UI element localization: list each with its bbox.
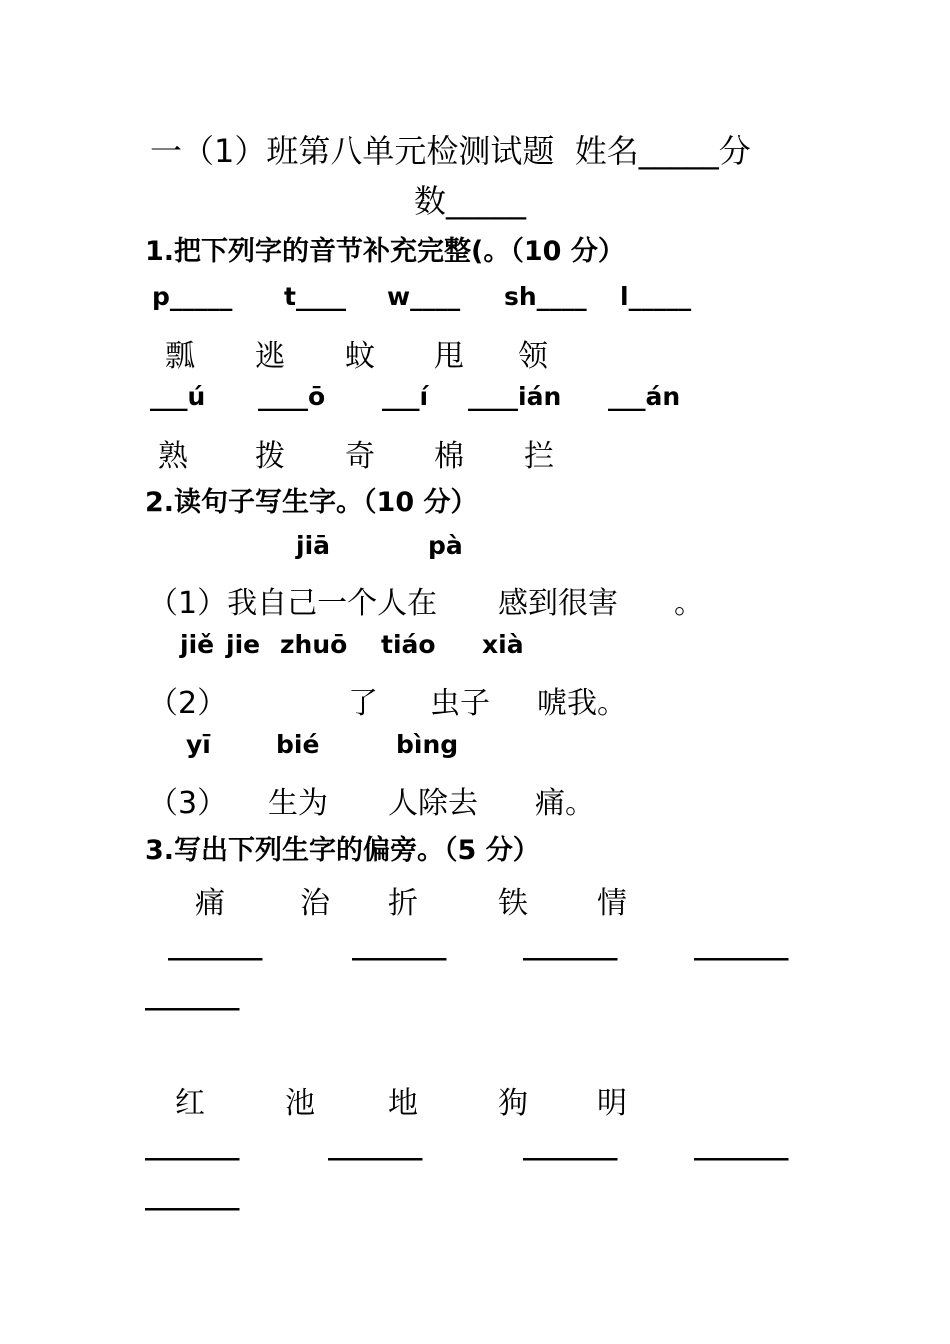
question-2-heading: 2.读句子写生字。（10 分） (145, 487, 478, 518)
page-title-line-1: 一（1）班第八单元检测试题 姓名_____分 (150, 132, 751, 170)
q1-char: 蚊 (345, 339, 375, 374)
q2-pinyin: bìng (396, 730, 459, 759)
q3-char: 明 (597, 1086, 627, 1121)
q2-sentence-part: （1）我自己一个人在 (148, 586, 438, 621)
q1-pinyin-blank: p_____ (152, 282, 233, 311)
q1-pinyin-blank: w____ (387, 282, 461, 311)
q2-sentence-part: 感到很害 (498, 586, 618, 621)
answer-blank-line: _______ (328, 1130, 423, 1161)
answer-blank-line: _______ (145, 1180, 240, 1211)
q2-sentence-part: 虫子 (430, 686, 490, 721)
q1-char: 棉 (434, 439, 464, 474)
q1-char: 熟 (158, 439, 188, 474)
q2-pinyin: tiáo (381, 630, 436, 659)
q3-char: 池 (285, 1086, 315, 1121)
q2-pinyin: jiě (180, 630, 215, 659)
q3-char: 情 (597, 886, 627, 921)
question-3-heading: 3.写出下列生字的偏旁。（5 分） (145, 835, 540, 866)
answer-blank-line: _______ (694, 1130, 789, 1161)
q2-pinyin: bié (276, 730, 320, 759)
q2-pinyin: xià (482, 630, 524, 659)
q1-pinyin-blank: ___ú (150, 382, 206, 411)
q1-pinyin-blank: ____ō (258, 382, 326, 411)
q3-char: 狗 (498, 1086, 528, 1121)
q1-char: 瓢 (165, 339, 195, 374)
q1-pinyin-blank: t____ (284, 282, 346, 311)
q1-pinyin-blank: ___án (608, 382, 681, 411)
q3-char: 铁 (498, 886, 528, 921)
answer-blank-line: _______ (168, 930, 263, 961)
answer-blank-line: _______ (145, 1130, 240, 1161)
q2-pinyin: jie (226, 630, 261, 659)
q2-pinyin: yī (186, 730, 211, 759)
q1-char: 逃 (255, 339, 285, 374)
q2-sentence-part: （2） (148, 686, 228, 721)
q1-char: 领 (518, 339, 548, 374)
q2-sentence-part: 了 (348, 686, 378, 721)
answer-blank-line: _______ (145, 980, 240, 1011)
q1-pinyin-blank: l_____ (620, 282, 692, 311)
q2-sentence-part: 生为 (268, 786, 328, 821)
q2-sentence-part: （3） (148, 786, 228, 821)
q2-pinyin: zhuō (280, 630, 348, 659)
q3-char: 地 (388, 1086, 418, 1121)
q1-char: 奇 (345, 439, 375, 474)
q2-pinyin: jiā (296, 531, 331, 560)
page-title-line-2: 数_____ (414, 182, 527, 220)
q1-pinyin-blank: ___í (382, 382, 429, 411)
q2-sentence-part: 唬我。 (537, 686, 627, 721)
q1-char: 甩 (434, 339, 464, 374)
answer-blank-line: _______ (694, 930, 789, 961)
q3-char: 折 (388, 886, 418, 921)
q3-char: 红 (175, 1086, 205, 1121)
q2-pinyin: pà (428, 531, 463, 560)
q3-char: 治 (300, 886, 330, 921)
question-1-heading: 1.把下列字的音节补充完整(。（10 分） (145, 236, 625, 267)
q3-char: 痛 (195, 886, 225, 921)
q1-char: 拦 (524, 439, 554, 474)
q1-pinyin-blank: sh____ (504, 282, 587, 311)
q1-char: 拨 (255, 439, 285, 474)
answer-blank-line: _______ (352, 930, 447, 961)
q2-sentence-part: 。 (674, 586, 704, 621)
q1-pinyin-blank: ____ián (468, 382, 562, 411)
q2-sentence-part: 痛。 (535, 786, 595, 821)
q2-sentence-part: 人除去 (388, 786, 478, 821)
answer-blank-line: _______ (523, 930, 618, 961)
answer-blank-line: _______ (523, 1130, 618, 1161)
